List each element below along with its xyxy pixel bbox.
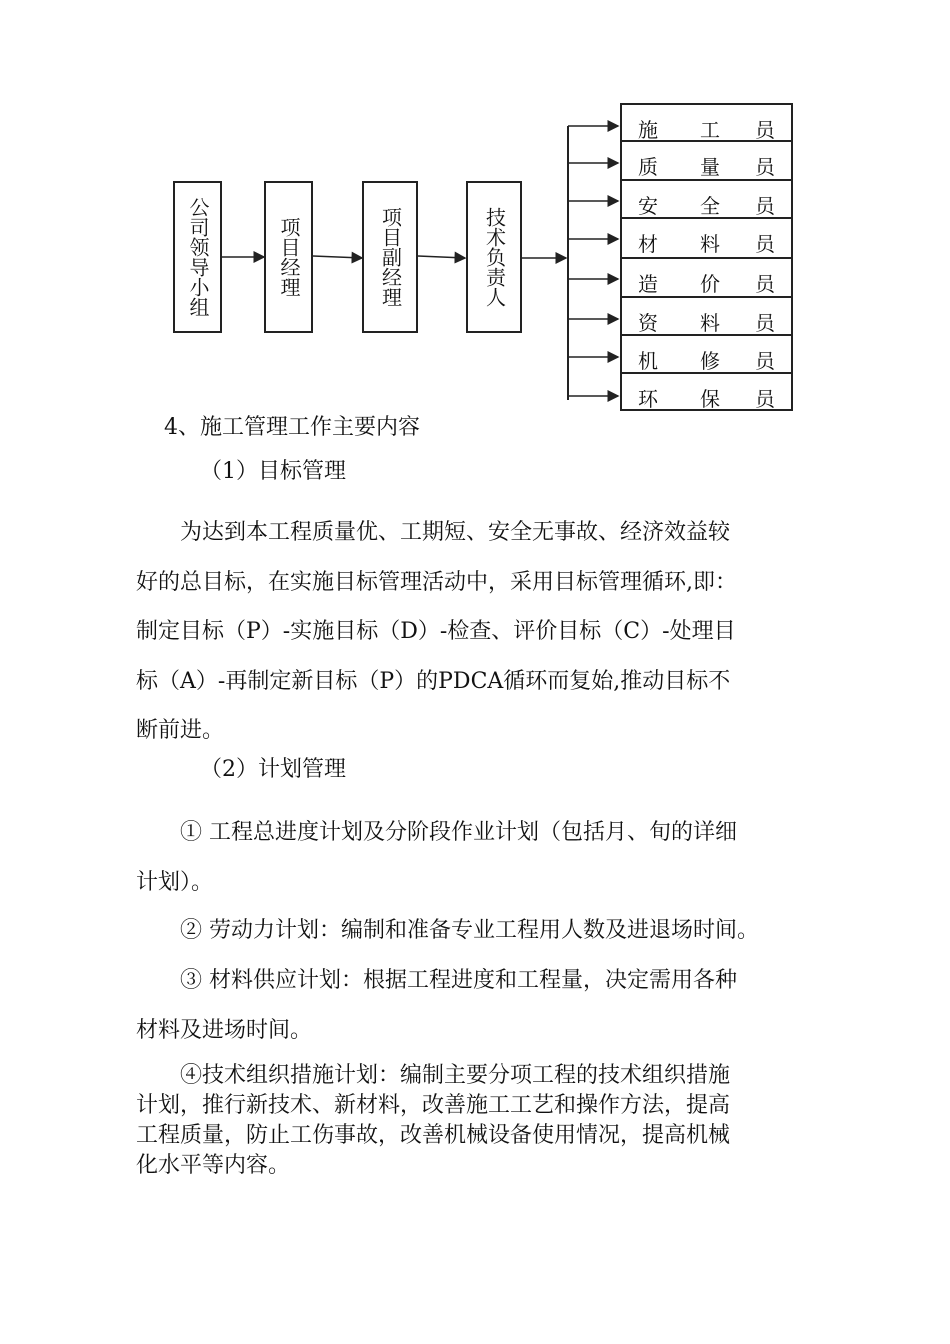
- role-documents-staff: [620, 296, 793, 336]
- role-char: 造: [638, 272, 658, 296]
- role-materials-staff: [620, 217, 793, 259]
- plan-item-4: ④技术组织措施计划：编制主要分项工程的技术组织措施 计划，推行新技术、新材料，改善施工工艺和操作方法，提高 工程质量，防止工伤事故，改善机械设备使用情况，提高机械 化水平等内容。: [136, 1063, 731, 1178]
- role-char: 料: [700, 311, 720, 335]
- arrow-3: [418, 256, 465, 258]
- role-cost-staff: [620, 257, 793, 298]
- plan-item-2: ② 劳动力计划：编制和准备专业工程用人数及进退场时间。: [136, 918, 759, 943]
- plan-item-1: ① 工程总进度计划及分阶段作业计划（包括月、旬的详细 计划）。: [136, 820, 737, 895]
- org-chart: [0, 0, 950, 420]
- role-char: 量: [700, 155, 720, 179]
- role-char: 机: [638, 349, 658, 373]
- role-environment-staff: [620, 372, 793, 411]
- role-char: 员: [755, 194, 775, 218]
- role-char: 员: [755, 349, 775, 373]
- role-quality-staff: [620, 140, 793, 181]
- role-char: 员: [755, 118, 775, 142]
- role-char: 修: [700, 349, 720, 373]
- box-project-manager: 项目经理: [264, 181, 313, 333]
- role-char: 工: [700, 118, 720, 142]
- arrow-2: [313, 256, 362, 258]
- subsection-plan-management: （2）计划管理: [200, 757, 346, 782]
- role-char: 资: [638, 311, 658, 335]
- section-title: 4、施工管理工作主要内容: [164, 415, 420, 440]
- role-char: 员: [755, 387, 775, 411]
- box-technical-lead: 技术负责人: [466, 181, 522, 333]
- role-char: 环: [638, 387, 658, 411]
- plan-item-3: ③ 材料供应计划：根据工程进度和工程量，决定需用各种 材料及进场时间。: [136, 968, 737, 1043]
- role-mechanic-staff: [620, 334, 793, 374]
- role-char: 材: [638, 232, 658, 256]
- role-char: 保: [700, 387, 720, 411]
- role-char: 员: [755, 155, 775, 179]
- role-char: 质: [638, 155, 658, 179]
- role-construction-staff: [620, 103, 793, 142]
- box-company-leadership: 公司领导小组: [173, 181, 222, 333]
- paragraph-target-management: 为达到本工程质量优、工期短、安全无事故、经济效益较 好的总目标，在实施目标管理活动中，采用目标管理循环,即： 制定目标（P）-实施目标（D）-检查、评价目标（C）-处理目 标（A）-再制定新目标（P）的PDCA循环而复始,推动目标不 断前进。: [136, 520, 737, 743]
- subsection-target-management: （1）目标管理: [200, 459, 346, 484]
- role-char: 价: [700, 272, 720, 296]
- role-char: 全: [700, 194, 720, 218]
- box-deputy-project-manager: 项目副经理: [362, 181, 418, 333]
- role-char: 安: [638, 194, 658, 218]
- role-char: 料: [700, 232, 720, 256]
- role-char: 员: [755, 272, 775, 296]
- role-char: 员: [755, 311, 775, 335]
- role-char: 员: [755, 232, 775, 256]
- role-safety-staff: [620, 179, 793, 219]
- role-char: 施: [638, 118, 658, 142]
